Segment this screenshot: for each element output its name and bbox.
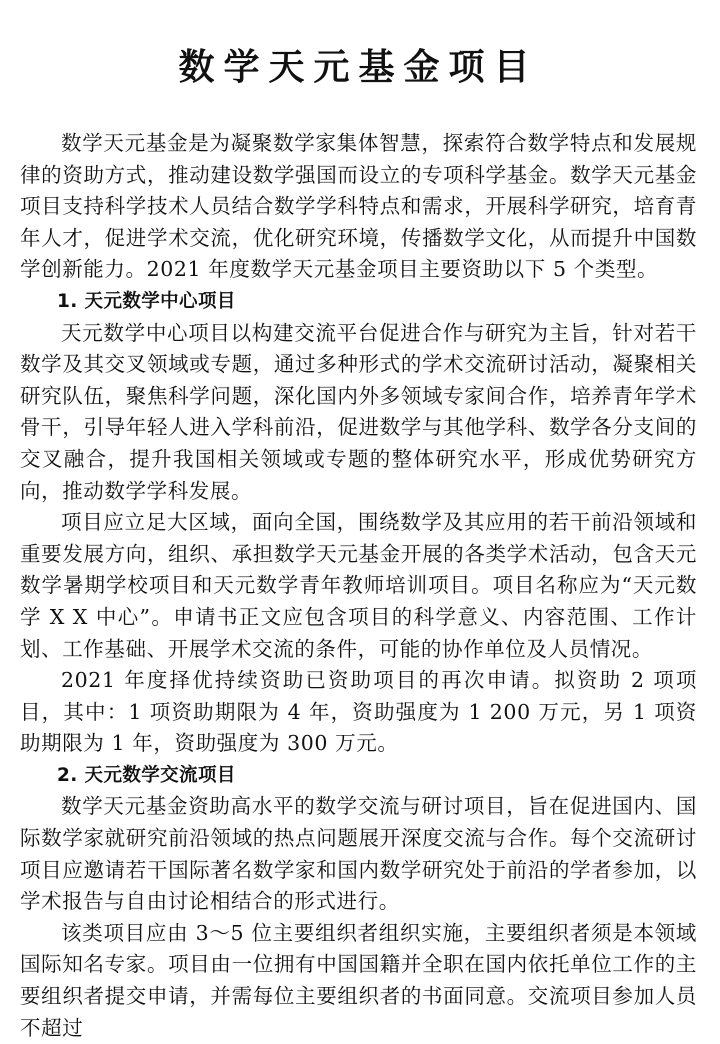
section-1-heading: 1. 天元数学中心项目 (57, 290, 236, 312)
section-1-paragraph-3: 2021 年度择优持续资助已资助项目的再次申请。拟资助 2 项项目，其中：1 项资助期限为 4 年，资助强度为 1 200 万元，另 1 项资助期限为 1 年，资助强度为 300 万元。 (20, 668, 697, 756)
section-2-paragraph-2: 该类项目应由 3～5 位主要组织者组织实施，主要组织者须是本领域国际知名专家。项目由一位拥有中国国籍并全职在国内依托单位工作的主要组织者提交申请，并需每位主要组织者的书面同意。交流项目参加人员不超过 (20, 920, 697, 1040)
page-title: 数学天元基金项目 (178, 47, 539, 88)
section-1-paragraph-1: 天元数学中心项目以构建交流平台促进合作与研究为主旨，针对若干数学及其交叉领域或专题，通过多种形式的学术交流研讨活动，凝聚相关研究队伍，聚焦科学问题，深化国内外多领域专家间合作，培养青年学术骨干，引导年轻人进入学科前沿，促进数学与其他学科、数学各分支间的交叉融合，提升我国相关领域或专题的整体研究水平，形成优势研究方向，推动数学学科发展。 (20, 320, 697, 503)
section-1-paragraph-2: 项目应立足大区域，面向全国，围绕数学及其应用的若干前沿领域和重要发展方向，组织、承担数学天元基金开展的各类学术活动，包含天元数学暑期学校项目和天元数学青年教师培训项目。项目名称应为“天元数学 X X 中心”。申请书正文应包含项目的科学意义、内容范围、工作计划、工作基础、开展学术交流的条件，可能的协作单位及人员情况。 (20, 510, 697, 661)
section-2-paragraph-1: 数学天元基金资助高水平的数学交流与研讨项目，旨在促进国内、国际数学家就研究前沿领域的热点问题展开深度交流与合作。每个交流研讨项目应邀请若干国际著名数学家和国内数学研究处于前沿的学者参加，以学术报告与自由讨论相结合的形式进行。 (20, 794, 697, 914)
intro-paragraph: 数学天元基金是为凝聚数学家集体智慧，探索符合数学特点和发展规律的资助方式，推动建设数学强国而设立的专项科学基金。数学天元基金项目支持科学技术人员结合数学学科特点和需求，开展科学研究，培育青年人才，促进学术交流，优化研究环境，传播数学文化，从而提升中国数学创新能力。2021 年度数学天元基金项目主要资助以下 5 个类型。 (20, 131, 697, 282)
section-2-heading: 2. 天元数学交流项目 (57, 764, 236, 786)
